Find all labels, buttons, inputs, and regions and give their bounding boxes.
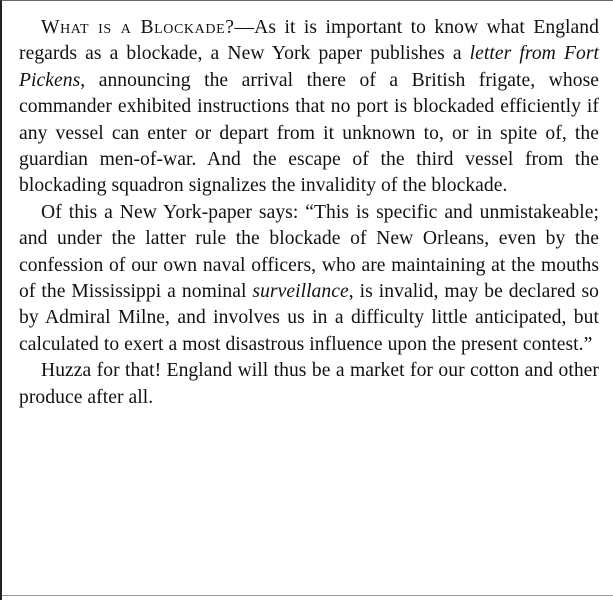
- paragraph-2-body: [19, 202, 599, 355]
- bottom-rule: [2, 595, 613, 596]
- text-run: , is invalid, may be declared so by Admiral Milne, and involves us in a difficulty little anticipated, but calculated to exert a most disastrous influence upon the present contest.”: [19, 281, 599, 355]
- text-run: , announcing the arrival there of a British frigate, whose commander exhibited instructions that no port is blockaded efficiently if any vessel can enter or depart from it unknown to, or in spite of, the guardian men-of-war. And the escape of the third vessel from the blockading squadron signalizes the invalidity of the blockade.: [19, 69, 599, 197]
- italic-text: surveillance: [252, 281, 349, 303]
- paragraph-1-body: [19, 17, 599, 196]
- italic-text: letter from Fort Pickens: [19, 43, 599, 91]
- paragraph-3: [19, 358, 599, 411]
- article-heading: What is a Blockade?: [41, 17, 235, 38]
- paragraph-2: [19, 200, 599, 358]
- paragraph-1: [19, 15, 599, 200]
- text-run: Of this a New York-paper says: “This is specific and unmistakeable; and under the latter rule the blockade of New Orleans, even by the confession of our own naval officers, who are maintaining at the mouths of the Mississippi a nominal: [19, 201, 599, 303]
- text-run: Huzza for that! England will thus be a market for our cotton and other produce after all.: [19, 360, 599, 408]
- paragraph-3-body: [19, 360, 599, 407]
- text-run: —As it is important to know what England regards as a blockade, a New York paper publishes a: [19, 17, 599, 65]
